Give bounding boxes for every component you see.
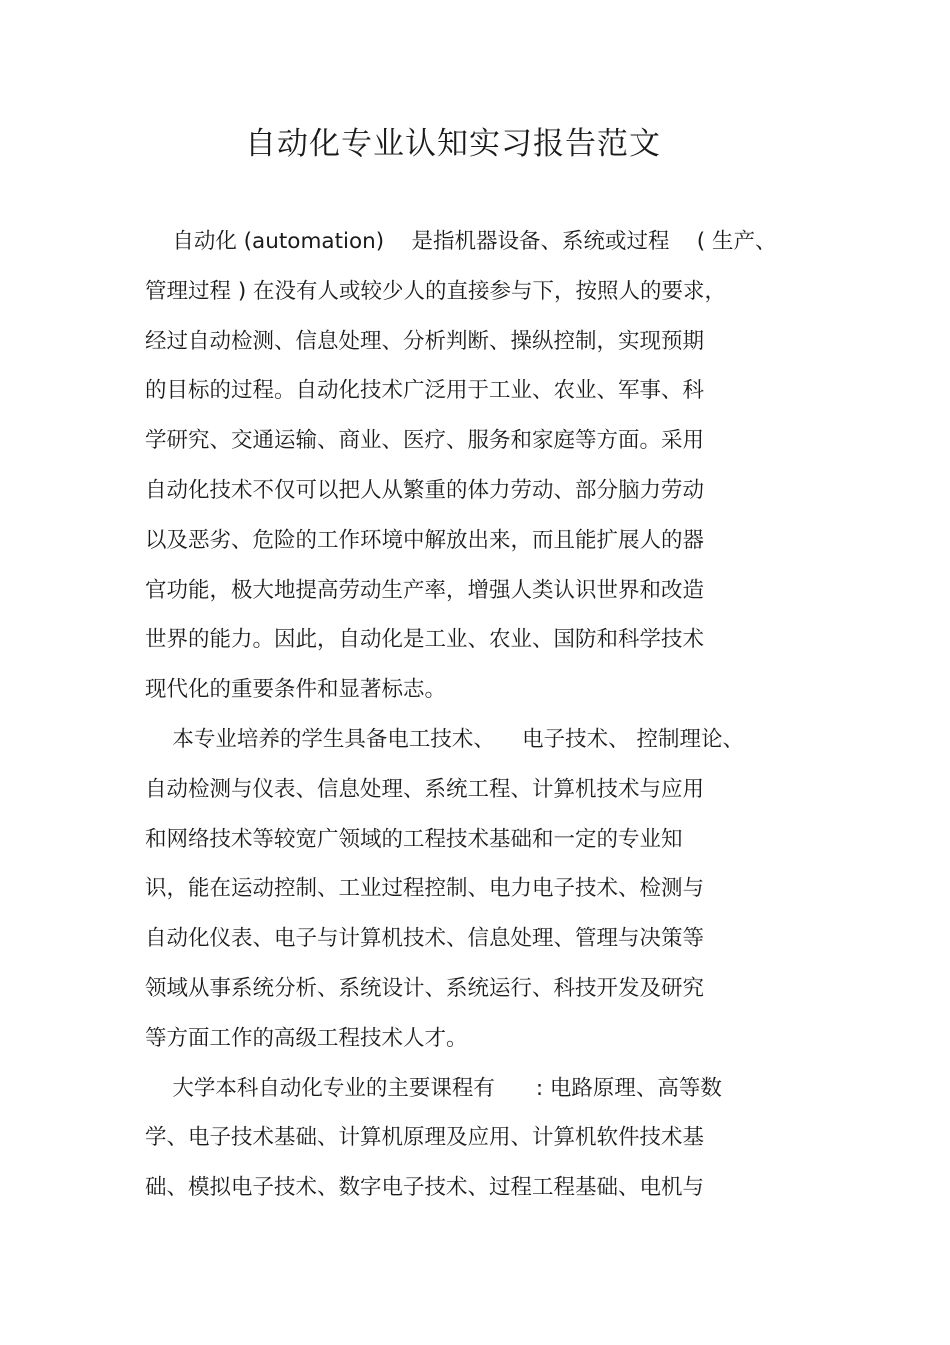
text-line: 大学本科自动化专业的主要课程有 : 电路原理、高等数: [145, 1075, 722, 1101]
text-line: 学、电子技术基础、计算机原理及应用、计算机软件技术基: [145, 1125, 705, 1151]
text-line: 自动化仪表、电子与计算机技术、信息处理、管理与决策等: [145, 926, 705, 952]
text-line: 学研究、交通运输、商业、医疗、服务和家庭等方面。采用: [145, 428, 705, 454]
page-title: 自动化专业认知实习报告范文: [245, 126, 661, 162]
text-line: 自动化技术不仅可以把人从繁重的体力劳动、部分脑力劳动: [145, 477, 705, 503]
text-line: 的目标的过程。自动化技术广泛用于工业、农业、军事、科: [145, 378, 705, 404]
text-line: 经过自动检测、信息处理、分析判断、操纵控制，实现预期: [145, 328, 705, 354]
text-line: 和网络技术等较宽广领域的工程技术基础和一定的专业知: [145, 826, 683, 852]
text-line: 官功能，极大地提高劳动生产率，增强人类认识世界和改造: [145, 577, 705, 603]
text-line: 自动化 (automation) 是指机器设备、系统或过程 ( 生产、: [145, 229, 777, 254]
text-line: 世界的能力。因此，自动化是工业、农业、国防和科学技术: [145, 627, 705, 653]
text-line: 本专业培养的学生具备电工技术、 电子技术、 控制理论、: [145, 726, 745, 752]
document-body: [145, 217, 845, 1213]
text-line: 管理过程 ) 在没有人或较少人的直接参与下，按照人的要求，: [145, 278, 727, 304]
text-line: 以及恶劣、危险的工作环境中解放出来，而且能扩展人的器: [145, 527, 705, 553]
text-line: 等方面工作的高级工程技术人才。: [145, 1025, 468, 1051]
text-line: 础、模拟电子技术、数字电子技术、过程工程基础、电机与: [145, 1175, 705, 1201]
text-line: 自动检测与仪表、信息处理、系统工程、计算机技术与应用: [145, 776, 705, 802]
text-line: 识，能在运动控制、工业过程控制、电力电子技术、检测与: [145, 876, 705, 902]
text-line: 领域从事系统分析、系统设计、系统运行、科技开发及研究: [145, 975, 705, 1001]
text-line: 现代化的重要条件和显著标志。: [145, 677, 447, 703]
